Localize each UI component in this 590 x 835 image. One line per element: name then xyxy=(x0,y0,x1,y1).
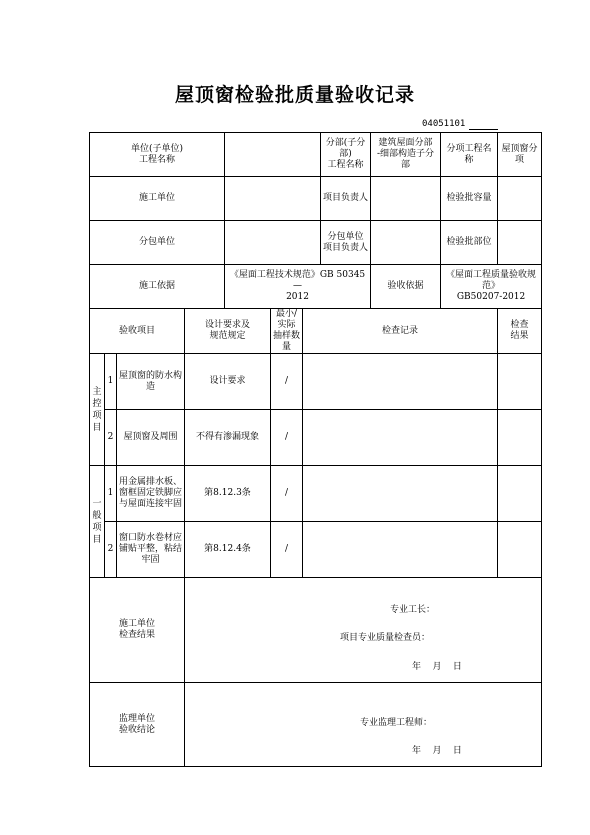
contractor-value[interactable] xyxy=(225,177,321,221)
unit-label: 单位(子单位) 工程名称 xyxy=(90,133,225,177)
header-row-subcontractor xyxy=(90,221,542,265)
col-result-header: 检查 结果 xyxy=(498,309,542,354)
batch-location-value[interactable] xyxy=(498,221,542,265)
sub-lead-value[interactable] xyxy=(371,221,441,265)
main-item-row xyxy=(90,354,542,410)
col-sampling-header: 最小/实际 抽样数量 xyxy=(271,309,303,354)
col-design-header: 设计要求及 规范规定 xyxy=(185,309,271,354)
basis-label: 施工依据 xyxy=(90,265,225,309)
general-item-record[interactable] xyxy=(303,522,498,578)
main-item-desc: 屋顶窗的防水构造 xyxy=(117,354,185,410)
division-label: 分部(子分部) 工程名称 xyxy=(321,133,371,177)
header-row-basis xyxy=(90,265,542,309)
batch-capacity-value[interactable] xyxy=(498,177,542,221)
batch-location-label: 检验批部位 xyxy=(441,221,498,265)
acceptance-basis-value[interactable]: 《屋面工程质量验收规范》 GB50207-2012 xyxy=(441,265,542,309)
general-item-design: 第8.12.4条 xyxy=(185,522,271,578)
project-lead-label: 项目负责人 xyxy=(321,177,371,221)
general-item-desc: 窗口防水卷材应铺贴平整，粘结牢固 xyxy=(117,522,185,578)
foreman-label: 专业工长： xyxy=(390,605,436,615)
inspection-table xyxy=(89,132,542,767)
general-item-row xyxy=(90,466,542,522)
page-title: 屋顶窗检验批质量验收记录 xyxy=(174,84,415,106)
general-item-design: 第8.12.3条 xyxy=(185,466,271,522)
main-item-desc: 屋顶窗及周围 xyxy=(117,410,185,466)
general-item-desc: 用金属排水板、窗框固定铁脚应与屋面连接牢固 xyxy=(117,466,185,522)
acceptance-basis-label: 验收依据 xyxy=(371,265,441,309)
quality-inspector-label: 项目专业质量检查员： xyxy=(340,633,431,643)
col-record-header: 检查记录 xyxy=(303,309,498,354)
general-item-sampling[interactable]: / xyxy=(271,466,303,522)
col-item-header: 验收项目 xyxy=(90,309,185,354)
form-code-underline xyxy=(469,129,498,130)
project-lead-value[interactable] xyxy=(371,177,441,221)
supervision-date: 年 月 日 xyxy=(412,746,462,756)
supervision-result-label: 监理单位 验收结论 xyxy=(90,683,185,767)
subitem-value[interactable]: 屋顶窗分项 xyxy=(498,133,542,177)
main-item-sampling[interactable]: / xyxy=(271,354,303,410)
construction-result-label: 施工单位 检查结果 xyxy=(90,578,185,683)
main-item-design: 不得有渗漏现象 xyxy=(185,410,271,466)
batch-capacity-label: 检验批容量 xyxy=(441,177,498,221)
supervision-result-area[interactable] xyxy=(185,683,542,767)
main-item-result[interactable] xyxy=(498,410,542,466)
supervising-engineer-label: 专业监理工程师： xyxy=(360,718,433,728)
main-item-record[interactable] xyxy=(303,354,498,410)
basis-value[interactable]: 《屋面工程技术规范》GB 50345— 2012 xyxy=(225,265,371,309)
subcontractor-label: 分包单位 xyxy=(90,221,225,265)
construction-date: 年 月 日 xyxy=(412,662,462,672)
sub-lead-label: 分包单位 项目负责人 xyxy=(321,221,371,265)
form-code: 04051101 xyxy=(422,119,466,129)
supervision-result-row xyxy=(90,683,542,767)
column-header-row xyxy=(90,309,542,354)
main-group-label: 主控项目 xyxy=(90,354,105,466)
main-item-design: 设计要求 xyxy=(185,354,271,410)
unit-value[interactable] xyxy=(225,133,321,177)
main-item-row xyxy=(90,410,542,466)
main-item-result[interactable] xyxy=(498,354,542,410)
main-item-no: 2 xyxy=(105,410,117,466)
division-value[interactable]: 建筑屋面分部 -细部构造子分 部 xyxy=(371,133,441,177)
general-item-sampling[interactable]: / xyxy=(271,522,303,578)
subcontractor-value[interactable] xyxy=(225,221,321,265)
general-item-result[interactable] xyxy=(498,466,542,522)
header-row-contractor xyxy=(90,177,542,221)
main-item-record[interactable] xyxy=(303,410,498,466)
general-group-label: 一般项目 xyxy=(90,466,105,578)
general-item-row xyxy=(90,522,542,578)
construction-result-area[interactable] xyxy=(185,578,542,683)
general-item-no: 2 xyxy=(105,522,117,578)
main-item-no: 1 xyxy=(105,354,117,410)
contractor-label: 施工单位 xyxy=(90,177,225,221)
general-item-result[interactable] xyxy=(498,522,542,578)
construction-result-row xyxy=(90,578,542,683)
header-row-unit xyxy=(90,133,542,177)
general-item-no: 1 xyxy=(105,466,117,522)
main-item-sampling[interactable]: / xyxy=(271,410,303,466)
subitem-label: 分项工程名称 xyxy=(441,133,498,177)
general-item-record[interactable] xyxy=(303,466,498,522)
